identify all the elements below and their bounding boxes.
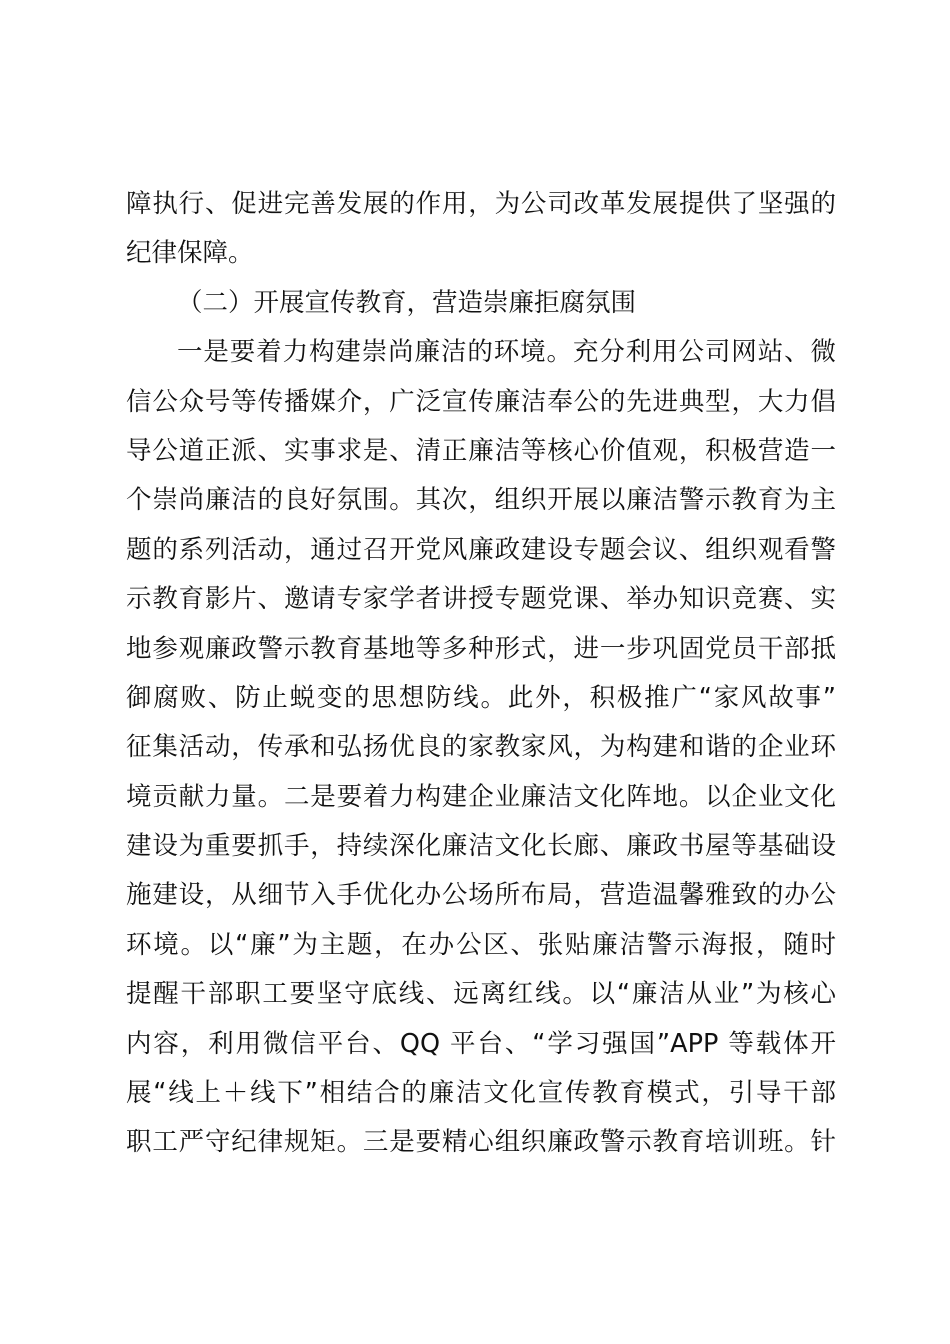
body-line: 纪律保障。 [126, 238, 254, 269]
body-line: 信公众号等传播媒介，广泛宣传廉洁奉公的先进典型，大力倡 [126, 386, 836, 417]
section-heading: （二）开展宣传教育，营造崇廉拒腐氛围 [177, 287, 637, 318]
document-body [126, 180, 836, 1168]
body-line: 导公道正派、实事求是、清正廉洁等核心价值观，积极营造一 [126, 435, 836, 466]
body-line: 地参观廉政警示教育基地等多种形式，进一步巩固党员干部抵 [126, 633, 836, 664]
body-line: 个崇尚廉洁的良好氛围。其次，组织开展以廉洁警示教育为主 [126, 485, 836, 516]
body-line: 建设为重要抓手，持续深化廉洁文化长廊、廉政书屋等基础设 [126, 831, 836, 862]
body-line: 职工严守纪律规矩。三是要精心组织廉政警示教育培训班。针 [126, 1127, 836, 1158]
body-line: 内容，利用微信平台、QQ 平台、“学习强国”APP 等载体开 [126, 1028, 836, 1059]
body-line: 展“线上＋线下”相结合的廉洁文化宣传教育模式，引导干部 [126, 1078, 836, 1109]
body-line: 示教育影片、邀请专家学者讲授专题党课、举办知识竞赛、实 [126, 584, 836, 615]
body-line: 境贡献力量。二是要着力构建企业廉洁文化阵地。以企业文化 [126, 781, 836, 812]
body-line: 障执行、促进完善发展的作用，为公司改革发展提供了坚强的 [126, 189, 836, 219]
body-line: 一是要着力构建崇尚廉洁的环境。充分利用公司网站、微 [177, 337, 836, 368]
body-line: 题的系列活动，通过召开党风廉政建设专题会议、组织观看警 [126, 534, 836, 565]
body-line: 御腐败、防止蜕变的思想防线。此外，积极推广“家风故事” [126, 682, 836, 713]
body-line: 施建设，从细节入手优化办公场所布局，营造温馨雅致的办公 [126, 880, 836, 911]
body-line: 提醒干部职工要坚守底线、远离红线。以“廉洁从业”为核心 [126, 979, 836, 1010]
body-line: 征集活动，传承和弘扬优良的家教家风，为构建和谐的企业环 [126, 732, 836, 763]
body-line: 环境。以“廉”为主题，在办公区、张贴廉洁警示海报，随时 [126, 929, 836, 960]
